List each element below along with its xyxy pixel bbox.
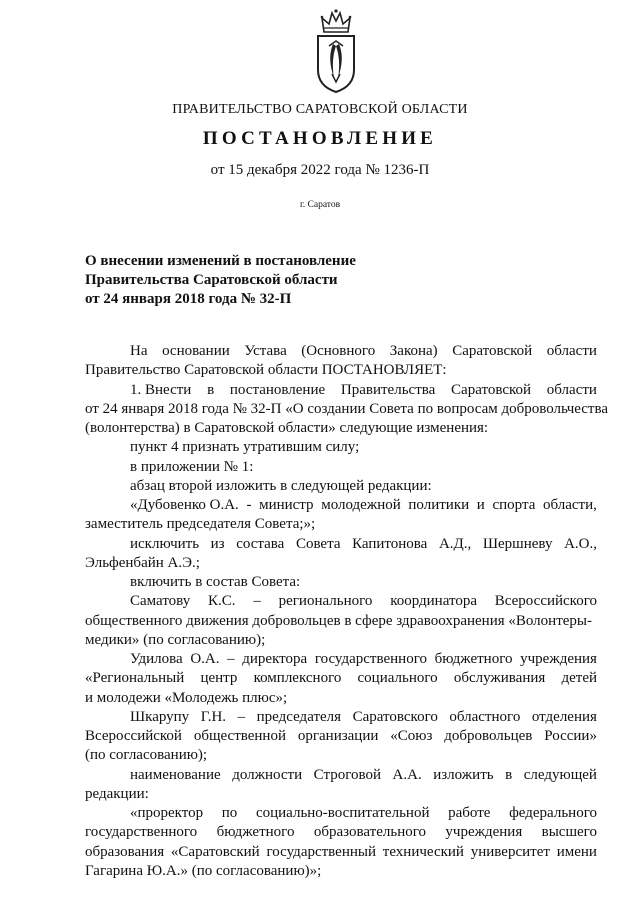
body-word: «Дубовенко О.А.: [130, 497, 239, 513]
body-word: А.О.,: [564, 535, 597, 552]
body-line: и молодежи «Молодежь плюс»;: [85, 689, 288, 706]
body-word: в: [207, 381, 215, 398]
body-word: учреждения: [445, 824, 523, 841]
body-word: наименование: [130, 766, 221, 783]
body-word: общественной: [193, 728, 286, 744]
body-word: по: [221, 805, 238, 821]
body-word: России»: [544, 728, 597, 744]
body-word: «Региональный: [85, 670, 185, 687]
body-word: А.Д.,: [438, 535, 472, 552]
body-word: исключить: [130, 535, 200, 552]
subject-line: О внесении изменений в постановление: [85, 253, 356, 269]
body-word: Строговой: [313, 766, 381, 783]
body-word: Саматову: [130, 593, 191, 610]
body-word: Совета: [295, 535, 341, 552]
body-word: политики: [408, 497, 470, 513]
body-word: имени: [556, 843, 597, 860]
body-line: [85, 592, 597, 611]
body-word: основании: [162, 343, 230, 359]
saratov-coat-of-arms-icon: [312, 8, 360, 94]
body-word: Саратовского: [352, 708, 438, 725]
body-word: государственный: [266, 843, 376, 860]
body-word: учреждения: [520, 651, 597, 667]
body-line: (по согласованию);: [85, 747, 208, 764]
body-word: Всероссийской: [85, 728, 182, 744]
body-line: абзац второй изложить в следующей редакции:: [130, 477, 432, 494]
body-word: Шершневу: [482, 535, 553, 552]
body-line: пункт 4 признать утратившим силу;: [130, 439, 360, 456]
body-word: социального: [357, 670, 438, 687]
subject-line: от 24 января 2018 года № 32-П: [85, 291, 292, 307]
document-type: ПОСТАНОВЛЕНИЕ: [202, 128, 438, 149]
body-word: К.С.: [208, 593, 236, 610]
body-word: области: [546, 343, 597, 359]
body-word: государственного: [314, 651, 427, 667]
body-line: [85, 766, 597, 785]
body-word: университет: [470, 843, 550, 860]
body-line: [85, 708, 597, 727]
body-word: Удилова: [130, 651, 183, 667]
body-line: [85, 650, 597, 669]
body-word: области: [546, 381, 597, 398]
body-word: министр: [259, 497, 314, 513]
body-line: заместитель председателя Совета;»;: [85, 516, 316, 533]
subject-line: Правительства Саратовской области: [85, 272, 338, 288]
body-word: центр: [200, 670, 238, 687]
body-word: бюджетного: [434, 651, 513, 667]
body-word: «Саратовский: [170, 843, 260, 860]
body-word: обслуживания: [453, 670, 546, 687]
body-word: «Союз: [390, 728, 433, 744]
body-line: [85, 535, 597, 554]
government-name: ПРАВИТЕЛЬСТВО САРАТОВСКОЙ ОБЛАСТИ: [172, 102, 468, 117]
body-word: О.А.: [190, 651, 220, 667]
body-word: Устава: [244, 343, 287, 359]
body-word: постановление: [229, 381, 326, 398]
body-line: [85, 342, 597, 361]
body-word: в: [505, 766, 513, 783]
body-word: следующей: [523, 766, 597, 783]
body-word: –: [237, 708, 246, 725]
body-word: образования: [85, 843, 165, 860]
body-line: [85, 804, 597, 823]
body-word: детей: [561, 670, 597, 687]
body-word: Правительства: [340, 381, 436, 398]
body-word: Шкарупу: [130, 708, 190, 725]
body-word: Капитонова: [352, 535, 428, 552]
body-word: –: [253, 593, 261, 610]
body-word: молодежной: [321, 497, 401, 513]
body-word: Закона): [389, 343, 438, 359]
body-line: [85, 843, 597, 862]
body-line: Гагарина Ю.А.» (по согласованию)»;: [85, 862, 322, 879]
body-word: «проректор: [130, 805, 204, 821]
body-word: из: [210, 535, 225, 552]
body-word: федерального: [509, 805, 597, 821]
body-word: областного: [449, 708, 521, 725]
body-line: редакции:: [85, 785, 149, 802]
body-line: в приложении № 1:: [130, 458, 254, 475]
body-word: Саратовской: [451, 381, 532, 398]
body-word: высшего: [541, 824, 597, 841]
body-word: Всероссийского: [494, 593, 597, 610]
document-subject: [85, 252, 356, 309]
body-line: (волонтерства) в Саратовской области» следующие изменения:: [85, 420, 489, 436]
body-word: бюджетного: [216, 824, 295, 841]
body-word: изложить: [433, 766, 494, 783]
body-line: медики» (по согласованию);: [85, 631, 266, 648]
body-word: состава: [236, 535, 285, 552]
body-word: 1. Внести: [130, 381, 192, 398]
body-word: работе: [448, 805, 491, 821]
body-word: добровольцев: [444, 728, 533, 744]
document-date-number: от 15 декабря 2022 года № 1236-П: [210, 162, 430, 178]
body-word: технический: [382, 843, 464, 860]
body-word: председателя: [256, 708, 342, 725]
body-word: спорта: [492, 497, 536, 513]
body-word: директора: [242, 651, 308, 667]
body-line: [85, 727, 597, 746]
body-word: –: [227, 651, 235, 667]
body-line: включить в состав Совета:: [130, 574, 301, 590]
body-word: и: [476, 497, 485, 513]
body-word: образовательного: [313, 824, 427, 841]
body-word: -: [246, 497, 252, 513]
body-word: регионального: [278, 593, 373, 610]
body-word: государственного: [85, 824, 198, 841]
body-word: На: [130, 343, 148, 359]
document-body: [85, 342, 609, 881]
body-line: [85, 823, 597, 842]
body-word: Саратовской: [452, 343, 533, 359]
body-word: должности: [232, 766, 303, 783]
body-word: А.А.: [392, 766, 422, 783]
body-word: комплексного: [253, 670, 342, 687]
body-line: общественного движения добровольцев в сфере здравоохранения «Волонтеры-: [85, 612, 592, 629]
body-line: [85, 496, 597, 515]
body-word: области,: [543, 497, 597, 513]
body-line: Эльфенбайн А.Э.;: [85, 554, 200, 571]
body-word: отделения: [531, 708, 597, 725]
body-word: (Основного: [301, 343, 376, 359]
body-word: Г.Н.: [200, 708, 227, 725]
body-line: [85, 669, 597, 688]
body-word: организации: [297, 728, 379, 744]
body-line: Правительство Саратовской области ПОСТАНОВЛЯЕТ:: [85, 362, 447, 379]
body-line: [85, 381, 597, 400]
body-word: координатора: [390, 593, 477, 610]
body-word: социально-воспитательной: [255, 805, 430, 821]
document-city: г. Саратов: [299, 200, 341, 210]
body-line: от 24 января 2018 года № 32-П «О создании Совета по вопросам добровольчества: [85, 400, 609, 417]
